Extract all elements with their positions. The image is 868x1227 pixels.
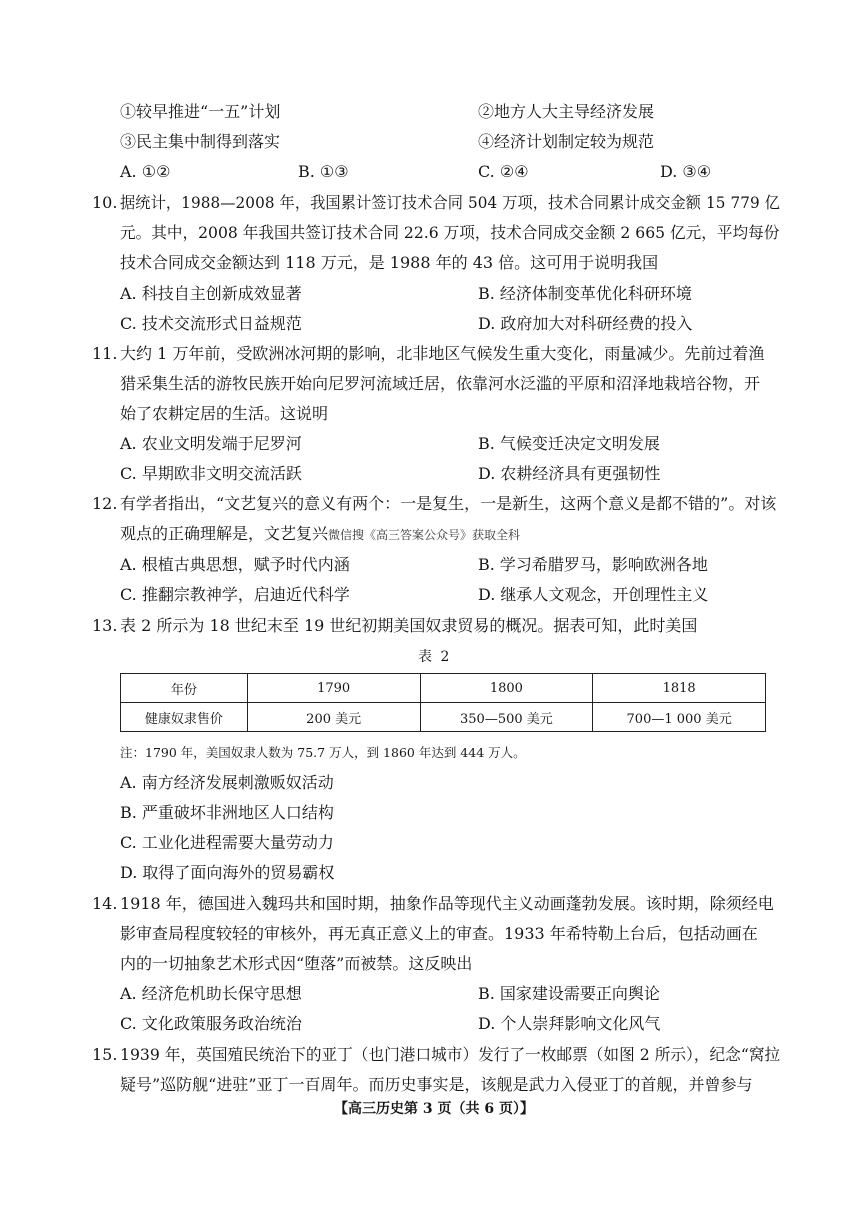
q9-statement-2: ②地方人大主导经济发展 [478, 102, 655, 121]
q12-option-c: C. 推翻宗教神学，启迪近代科学 [120, 585, 350, 604]
q11-option-a: A. 农业文明发端于尼罗河 [120, 434, 302, 453]
q12-stem-line-2 [120, 524, 520, 545]
table-row [121, 703, 766, 732]
q12-option-d: D. 继承人文观念，开创理性主义 [478, 585, 709, 604]
q11-option-c: C. 早期欧非文明交流活跃 [120, 464, 302, 483]
q13-number: 13. [92, 616, 118, 635]
q13-option-b: B. 严重破坏非洲地区人口结构 [120, 803, 334, 822]
q9-option-a: A. ①② [120, 162, 171, 181]
q13-option-a: A. 南方经济发展刺激贩奴活动 [120, 773, 334, 792]
q10-stem-line-1: 据统计，1988—2008 年，我国累计签订技术合同 504 万项，技术合同累计成交金额 15 779 亿 [120, 193, 780, 212]
q15-stem-line-1: 1939 年，英国殖民统治下的亚丁（也门港口城市）发行了一枚邮票（如图 2 所示），纪念“窝拉 [120, 1045, 781, 1064]
q15-stem-line-2: 疑号”巡防舰“进驻”亚丁一百周年。而历史事实是，该舰是武力入侵亚丁的首舰，并曾参与 [120, 1075, 753, 1094]
q14-option-b: B. 国家建设需要正向舆论 [478, 984, 660, 1003]
q11-number: 11. [92, 344, 118, 363]
q14-number: 14. [92, 894, 118, 913]
table-header-cell: 1818 [593, 674, 766, 703]
table-header-cell: 1790 [247, 674, 420, 703]
table-row [121, 674, 766, 703]
q10-option-b: B. 经济体制变革优化科研环境 [478, 284, 692, 303]
q15-number: 15. [92, 1045, 118, 1064]
table-cell: 700—1 000 美元 [593, 703, 766, 732]
q12-option-a: A. 根植古典思想，赋予时代内涵 [120, 555, 350, 574]
table-header-cell: 1800 [420, 674, 593, 703]
q9-statement-1: ①较早推进“一五”计划 [120, 102, 281, 121]
q12-number: 12. [92, 494, 118, 513]
q14-option-c: C. 文化政策服务政治统治 [120, 1014, 302, 1033]
q12-stem-line-1: 有学者指出，“文艺复兴的意义有两个：一是复生，一是新生，这两个意义是都不错的”。对该 [120, 494, 777, 513]
q12-option-b: B. 学习希腊罗马，影响欧洲各地 [478, 555, 708, 574]
q10-option-c: C. 技术交流形式日益规范 [120, 314, 302, 333]
q14-stem-line-3: 内的一切抽象艺术形式因“堕落”而被禁。这反映出 [120, 954, 473, 973]
q10-stem-line-2: 元。其中，2008 年我国共签订技术合同 22.6 万项，技术合同成交金额 2 665 亿元，平均每份 [120, 223, 780, 242]
q9-option-b: B. ①③ [298, 162, 349, 181]
table-caption: 表 2 [418, 649, 452, 665]
q10-stem-line-3: 技术合同成交金额达到 118 万元，是 1988 年的 43 倍。这可用于说明我国 [120, 253, 659, 272]
q10-option-a: A. 科技自主创新成效显著 [120, 284, 302, 303]
table-header-cell: 年份 [121, 674, 248, 703]
q9-option-c: C. ②④ [478, 162, 529, 181]
q11-option-d: D. 农耕经济具有更强韧性 [478, 464, 661, 483]
q13-option-c: C. 工业化进程需要大量劳动力 [120, 833, 334, 852]
q11-stem-line-3: 始了农耕定居的生活。这说明 [120, 404, 329, 423]
table-cell: 200 美元 [247, 703, 420, 732]
q14-stem-line-1: 1918 年，德国进入魏玛共和国时期，抽象作品等现代主义动画蓬勃发展。该时期，除须经电 [120, 894, 774, 913]
q14-option-d: D. 个人崇拜影响文化风气 [478, 1014, 661, 1033]
q11-stem-line-2: 猎采集生活的游牧民族开始向尼罗河流域迁居，依靠河水泛滥的平原和沼泽地栽培谷物，开 [120, 374, 761, 393]
q12-stem-text: 观点的正确理解是，文艺复兴 [120, 524, 329, 543]
q11-option-b: B. 气候变迁决定文明发展 [478, 434, 660, 453]
slave-price-table [120, 673, 766, 732]
q14-option-a: A. 经济危机助长保守思想 [120, 984, 302, 1003]
q13-stem-line-1: 表 2 所示为 18 世纪末至 19 世纪初期美国奴隶贸易的概况。据表可知，此时美国 [120, 616, 698, 635]
q14-stem-line-2: 影审查局程度较轻的审核外，再无真正意义上的审查。1933 年希特勒上台后，包括动画在 [120, 924, 758, 943]
q13-option-d: D. 取得了面向海外的贸易霸权 [120, 863, 335, 882]
q10-option-d: D. 政府加大对科研经费的投入 [478, 314, 693, 333]
table-cell: 350—500 美元 [420, 703, 593, 732]
q10-number: 10. [92, 193, 118, 212]
q9-statement-3: ③民主集中制得到落实 [120, 132, 281, 151]
watermark-text: 微信搜《高三答案公众号》获取全科 [328, 528, 521, 542]
q9-option-d: D. ③④ [660, 162, 712, 181]
q11-stem-line-1: 大约 1 万年前，受欧洲冰河期的影响，北非地区气候发生重大变化，雨量减少。先前过着渔 [120, 344, 765, 363]
table-cell: 健康奴隶售价 [121, 703, 248, 732]
page-footer: 【高三历史第 3 页（共 6 页）】 [334, 1101, 534, 1117]
table-note: 注：1790 年，美国奴隶人数为 75.7 万人，到 1860 年达到 444 万人。 [120, 745, 526, 760]
q9-statement-4: ④经济计划制定较为规范 [478, 132, 655, 151]
